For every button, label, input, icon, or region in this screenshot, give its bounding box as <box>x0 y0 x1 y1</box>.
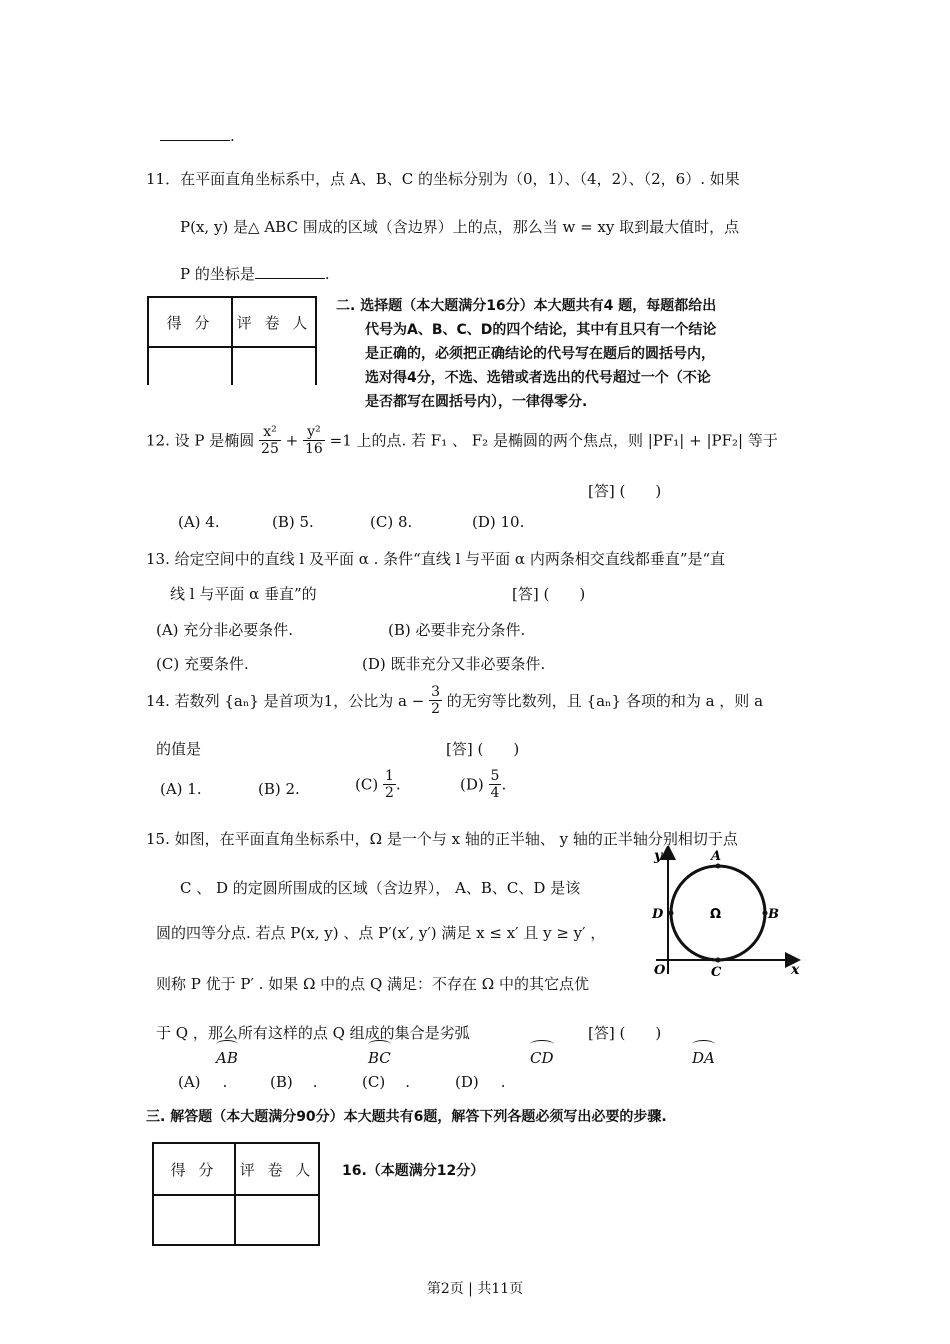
q12-frac-y: $\frac{\text{y²}}{16}$ <box>305 424 323 457</box>
q13-option-c[interactable]: (C) 充要条件. <box>156 655 249 673</box>
score-label: 得 分 <box>148 297 232 347</box>
q14-frac: $\frac{3}{2}$ <box>431 684 440 717</box>
point-c <box>716 958 721 963</box>
grader-label: 评 卷 人 <box>232 297 316 347</box>
q13-answer-bracket[interactable]: [答] ( ) <box>512 585 586 603</box>
q11-line1: 11．在平面直角坐标系中，点 A、B、C 的坐标分别为（0，1）、（4，2）、（2，6）. 如果 <box>146 170 740 188</box>
label-omega: Ω <box>710 907 722 922</box>
section2-line3: 是正确的，必须把正确结论的代号写在题后的圆括号内， <box>365 346 715 362</box>
q16-title: 16.（本题满分12分） <box>342 1163 485 1179</box>
top-answer-blank: . <box>160 126 235 145</box>
q13-line1: 13. 给定空间中的直线 l 及平面 α . 条件“直线 l 与平面 α 内两条相交直线都垂直”是“直 <box>146 550 726 568</box>
q13-line2: 线 l 与平面 α 垂直”的 <box>170 585 317 603</box>
q14-option-c[interactable]: (C) $\frac{1}{2}$ . <box>355 768 401 801</box>
q15-answer-bracket[interactable]: [答] ( ) <box>588 1024 662 1042</box>
label-o: O <box>654 963 666 978</box>
q12-option-b[interactable]: (B) 5. <box>272 513 314 531</box>
score-label: 得 分 <box>153 1143 235 1195</box>
point-a <box>716 864 721 869</box>
arc-ab-label: AB <box>216 1046 238 1070</box>
q14-answer-bracket[interactable]: [答] ( ) <box>446 740 520 758</box>
q12-option-c[interactable]: (C) 8. <box>370 513 413 531</box>
label-d: D <box>652 907 664 922</box>
score-cell[interactable] <box>153 1195 235 1245</box>
section2-line2: 代号为A、B、C、D的四个结论，其中有且只有一个结论 <box>365 322 717 338</box>
section2-line1: 二. 选择题（本大题满分16分）本大题共有4 题，每题都给出 <box>336 298 717 314</box>
q13-option-b[interactable]: (B) 必要非充分条件. <box>388 621 526 639</box>
point-b <box>763 911 768 916</box>
section3-header: 三. 解答题（本大题满分90分）本大题共有6题，解答下列各题必须写出必要的步骤. <box>146 1109 667 1125</box>
q15-option-d[interactable]: DA (D) . <box>455 1046 715 1094</box>
point-d <box>669 911 674 916</box>
q13-option-d[interactable]: (D) 既非充分又非必要条件. <box>362 655 546 673</box>
grader-cell[interactable] <box>235 1195 319 1245</box>
q15-line5: 于 Q ，那么所有这样的点 Q 组成的集合是劣弧 <box>156 1024 470 1042</box>
section2-line5: 是否都写在圆括号内），一律得零分. <box>365 394 588 410</box>
grader-label: 评 卷 人 <box>235 1143 319 1195</box>
score-cell[interactable] <box>148 347 232 385</box>
q15-figure <box>648 846 808 981</box>
q15-line2: C 、 D 的定圆所围成的区域（含边界）， A、B、C、D 是该 <box>180 879 581 897</box>
arc-cd-label: CD <box>530 1046 554 1070</box>
q13-option-a[interactable]: (A) 充分非必要条件. <box>156 621 294 639</box>
arc-bc-label: BC <box>368 1046 391 1070</box>
page-footer: 第2页 | 共11页 <box>426 1281 524 1297</box>
label-b: B <box>768 907 779 922</box>
q14-option-a[interactable]: (A) 1. <box>160 780 202 798</box>
label-y: y <box>654 848 663 864</box>
q11-line3: P 的坐标是 . <box>180 265 330 283</box>
q15-option-c[interactable]: CD (C) . <box>362 1046 554 1094</box>
q15-option-a[interactable]: AB (A) . <box>178 1046 238 1094</box>
arc-da-label: DA <box>692 1046 715 1070</box>
q15-line1: 15. 如图，在平面直角坐标系中，Ω 是一个与 x 轴的正半轴、 y 轴的正半轴分别相切于点 <box>146 830 738 848</box>
q12-frac-x: $\frac{\text{x²}}{25}$ <box>261 424 279 457</box>
q12-option-a[interactable]: (A) 4. <box>178 513 220 531</box>
q12-option-d[interactable]: (D) 10. <box>472 513 525 531</box>
section2-line4: 选对得4分，不选、选错或者选出的代号超过一个（不论 <box>365 370 711 386</box>
q14-option-d[interactable]: (D) $\frac{5}{4}$ . <box>460 768 507 801</box>
q15-line3: 圆的四等分点. 若点 P(x, y) 、点 P′(x′, y′) 满足 x ≤ x′ 且 y ≥ y′ ， <box>156 924 606 942</box>
q12-stem: 12. 设 P 是椭圆 $\frac{\text{x²}}{25}$ + $\frac{\text{y²}}{16}$ =1 上的点. 若 F₁ 、 F₂ 是椭圆的两个焦点，则 |PF₁| + |PF₂| 等于 <box>146 424 778 457</box>
label-a: A <box>711 849 722 864</box>
grader-cell[interactable] <box>232 347 316 385</box>
q11-line2: P(x, y) 是△ ABC 围成的区域（含边界）上的点，那么当 w = xy 取到最大值时，点 <box>180 218 740 236</box>
label-x: x <box>791 962 800 978</box>
q14-line2: 的值是 <box>156 740 202 758</box>
score-table-2 <box>152 1142 320 1246</box>
label-c: C <box>711 965 722 980</box>
q14-stem: 14. 若数列 {aₙ} 是首项为1，公比为 a − $\frac{3}{2}$ 的无穷等比数列，且 {aₙ} 各项的和为 a ，则 a <box>146 684 764 717</box>
q15-option-b[interactable]: BC (B) . <box>270 1046 391 1094</box>
q14-option-b[interactable]: (B) 2. <box>258 780 300 798</box>
score-table-1 <box>147 296 317 385</box>
q12-answer-bracket[interactable]: [答] ( ) <box>588 482 662 500</box>
q15-line4: 则称 P 优于 P′ . 如果 Ω 中的点 Q 满足：不存在 Ω 中的其它点优 <box>156 975 589 993</box>
